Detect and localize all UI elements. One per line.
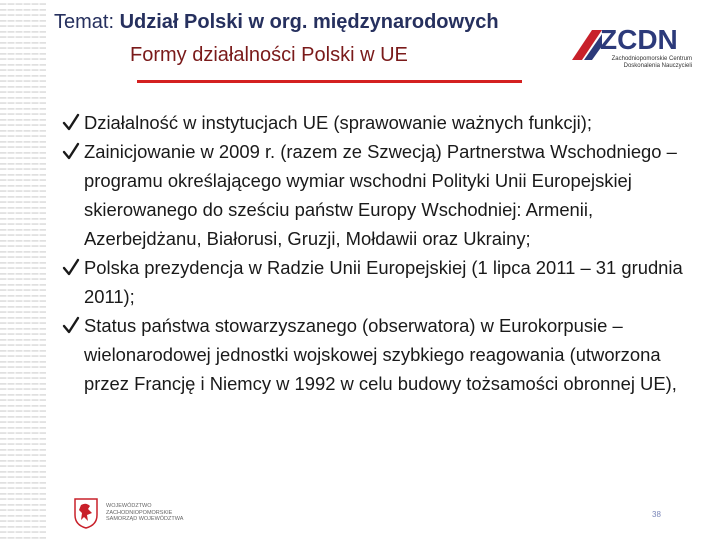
check-icon <box>62 108 80 137</box>
page-number: 38 <box>652 510 661 519</box>
footer-text: WOJEWÓDZTWO ZACHODNIOPOMORSKIE SAMORZĄD WOJEWÓDZTWA <box>106 503 184 522</box>
title-prefix: Temat: <box>54 11 120 33</box>
bullet-list <box>62 108 702 398</box>
footer-logo <box>72 497 202 531</box>
list-item-text: Zainicjowanie w 2009 r. (razem ze Szwecją) Partnerstwa Wschodniego – programu określającego wymiar wschodni Polityki Unii Europejskiej skierowanego do sześciu państw Europy Wschodniej: Armenii, Azerbejdżanu, Białorusi, Gruzji, Mołdawii oraz Ukrainy; <box>84 141 677 249</box>
check-icon <box>62 253 80 282</box>
slide-subtitle: Formy działalności Polski w UE <box>130 44 408 66</box>
list-item <box>62 253 702 311</box>
logo-tagline: Zachodniopomorskie Centrum Doskonalenia Nauczycieli <box>611 56 692 69</box>
slide-title <box>54 11 499 34</box>
zcdn-logo <box>570 22 690 78</box>
list-item-text: Polska prezydencja w Radzie Unii Europejskiej (1 lipca 2011 – 31 grudnia 2011); <box>84 257 683 307</box>
logo-wordmark: ZCDN <box>600 24 678 55</box>
list-item-text: Działalność w instytucjach UE (sprawowanie ważnych funkcji); <box>84 112 592 133</box>
check-icon <box>62 311 80 340</box>
griffin-emblem-icon <box>72 497 100 529</box>
list-item <box>62 311 702 398</box>
list-item-text: Status państwa stowarzyszanego (obserwatora) w Eurokorpusie – wielonarodowej jednostki wojskowej szybkiego reagowania (utworzona przez Francję i Niemcy w 1992 w celu budowy tożsamości obronnej UE), <box>84 315 677 394</box>
list-item <box>62 137 702 253</box>
title-underline <box>137 80 522 83</box>
list-item <box>62 108 702 137</box>
slide-header <box>0 0 720 90</box>
check-icon <box>62 137 80 166</box>
title-topic: Udział Polski w org. międzynarodowych <box>119 11 499 33</box>
